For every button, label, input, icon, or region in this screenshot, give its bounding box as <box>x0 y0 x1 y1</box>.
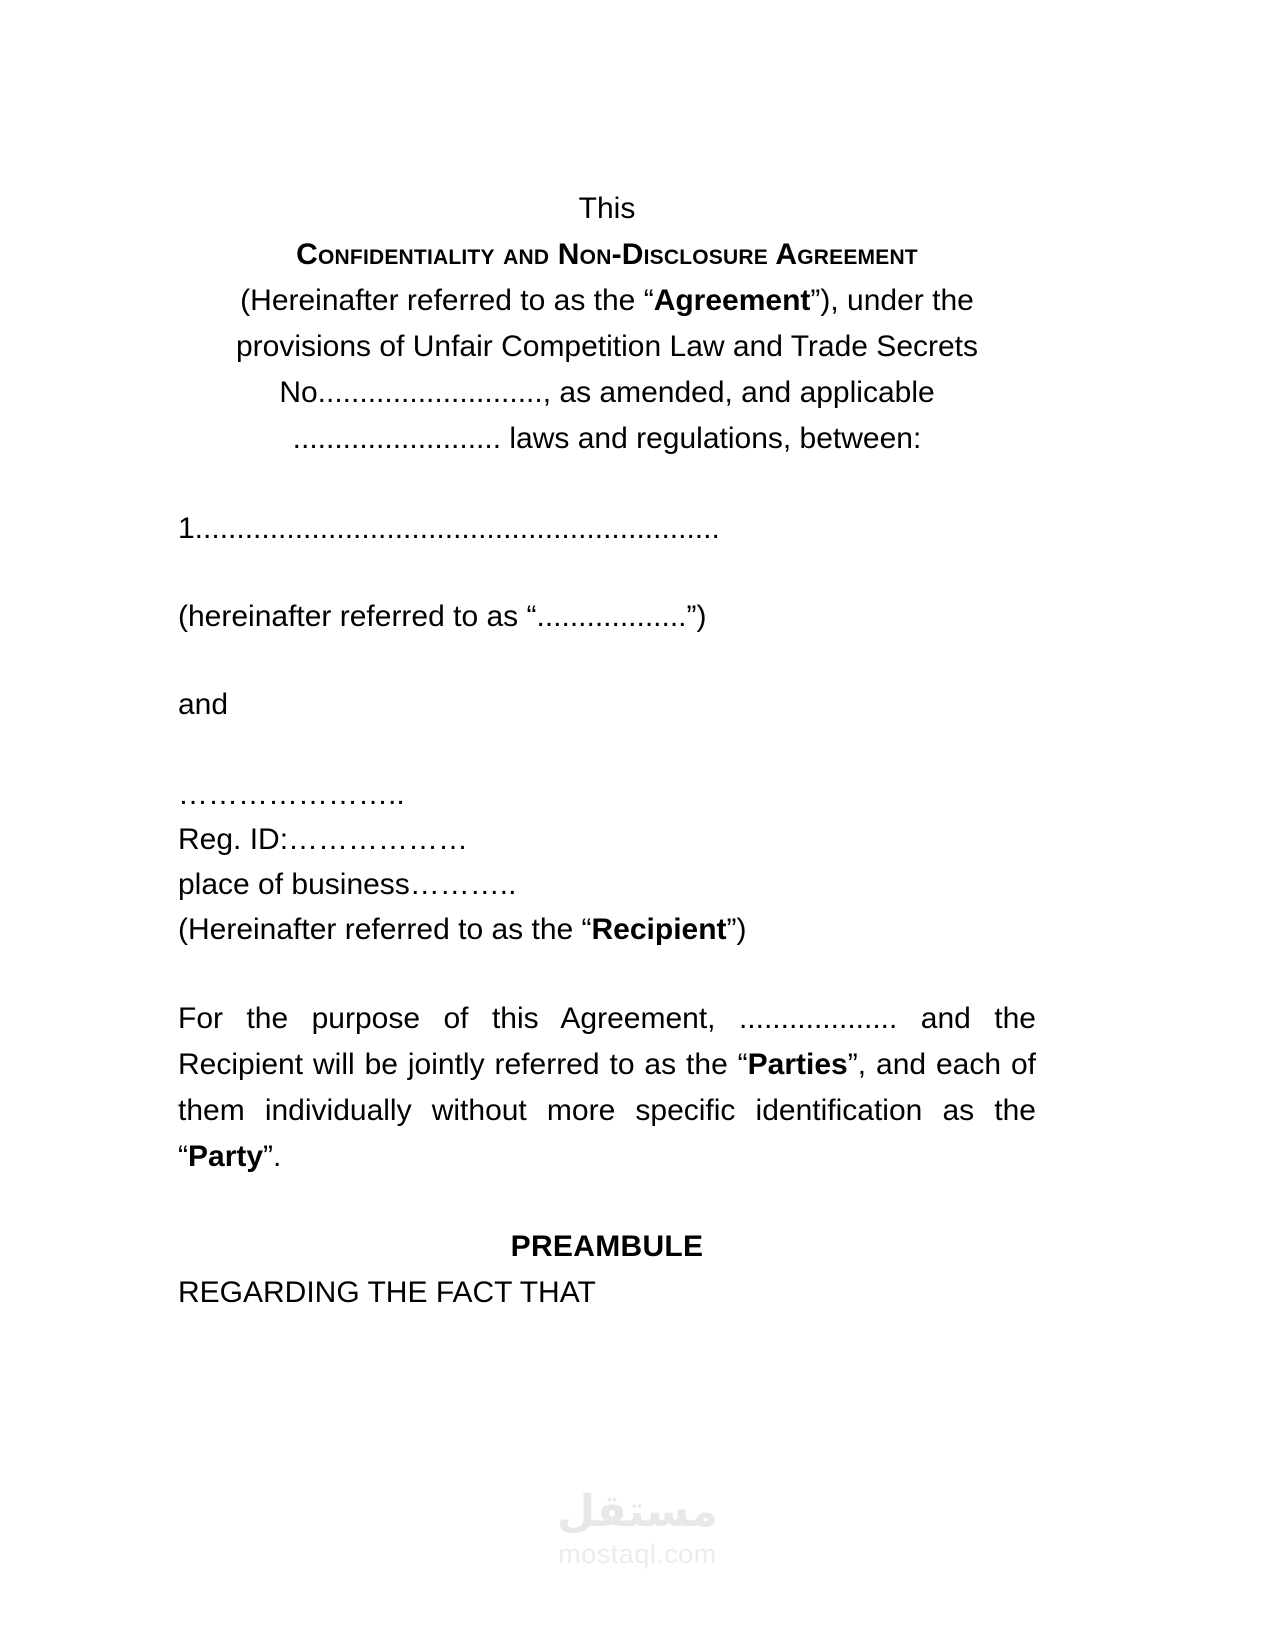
purpose-paragraph <box>178 996 1036 1180</box>
spacer-after-intro <box>178 462 1036 506</box>
party-two-place-of-business: place of business……….. <box>178 868 517 901</box>
purpose-part-1: For the purpose of this Agreement, ................... and the Recipient will be jointly referred to as the “ <box>178 1002 1036 1081</box>
recipient-suffix: ”) <box>726 913 747 946</box>
preamble-heading: PREAMBULE <box>510 1230 704 1263</box>
party-two-recipient-line <box>178 907 1036 952</box>
party-one-blank: 1............................................................... <box>178 512 720 545</box>
spacer-after-party-one-hereinafter <box>178 640 1036 682</box>
watermark-arabic-logo: مستقل <box>557 1486 718 1537</box>
intro-provisions-suffix: ”), under the provisions of Unfair Competition Law and Trade Secrets No..........................., as amended, and applicable ......................... laws and regulations, between: <box>235 284 987 455</box>
mostaql-watermark <box>0 1486 1275 1570</box>
spacer-before-purpose <box>178 952 1036 996</box>
party-two-name-blank: ………………….. <box>178 778 405 811</box>
spacer-after-party-one-blank <box>178 552 1036 594</box>
intro-this-line: This <box>578 192 636 225</box>
purpose-part-2: ”, and each of them individually without more specific identification as the “ <box>178 1048 1036 1173</box>
agreement-title: Confidentiality and Non-Disclosure Agreement <box>296 238 918 271</box>
preamble-first-line: REGARDING THE FACT THAT <box>178 1276 596 1309</box>
intro-provisions-prefix: (Hereinafter referred to as the “ <box>240 284 654 317</box>
intro-agreement-term: Agreement <box>653 284 811 317</box>
parties-term: Parties <box>747 1048 848 1081</box>
spacer-before-preamble <box>178 1180 1036 1224</box>
spacer-after-and <box>178 728 1036 772</box>
recipient-prefix: (Hereinafter referred to as the “ <box>178 913 592 946</box>
party-two-reg-id: Reg. ID:……………… <box>178 823 469 856</box>
purpose-part-3: ”. <box>263 1140 282 1173</box>
party-one-hereinafter-line: (hereinafter referred to as “..................”) <box>178 600 707 633</box>
party-term: Party <box>188 1140 264 1173</box>
recipient-term: Recipient <box>591 913 727 946</box>
intro-provisions-paragraph <box>178 278 1036 462</box>
parties-and-connector: and <box>178 688 229 721</box>
watermark-domain-text: mostaql.com <box>558 1539 717 1569</box>
party-two-details <box>178 772 1036 952</box>
document-body <box>178 186 1036 1316</box>
